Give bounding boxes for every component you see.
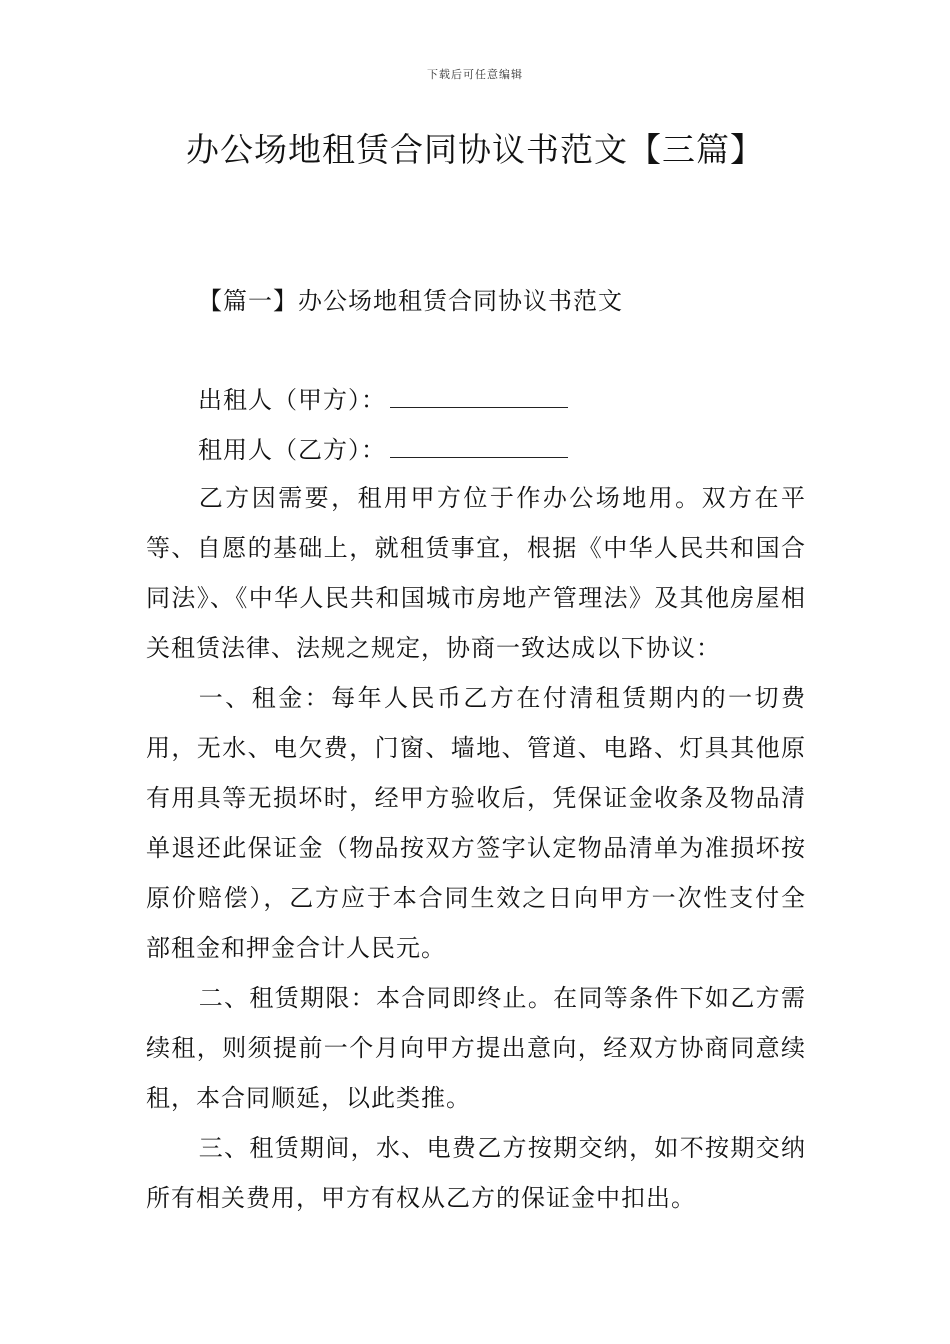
lessor-blank-line <box>390 389 568 408</box>
lessee-blank-line <box>390 439 568 458</box>
lessee-field <box>198 430 568 465</box>
paragraph-term: 二、租赁期限：本合同即终止。在同等条件下如乙方需续租，则须提前一个月向甲方提出意向，经双方协商同意续租，本合同顺延，以此类推。 <box>146 984 806 1112</box>
lessor-label: 出租人（甲方）： <box>198 386 386 414</box>
section-title: 【篇一】办公场地租赁合同协议书范文 <box>198 287 623 315</box>
lessor-field <box>198 380 568 415</box>
contract-body <box>146 473 806 1223</box>
paragraph-utilities: 三、租赁期间，水、电费乙方按期交纳，如不按期交纳所有相关费用，甲方有权从乙方的保证金中扣出。 <box>146 1134 806 1212</box>
paragraph-intro: 乙方因需要，租用甲方位于作办公场地用。双方在平等、自愿的基础上，就租赁事宜，根据《中华人民共和国合同法》、《中华人民共和国城市房地产管理法》及其他房屋相关租赁法律、法规之规定，协商一致达成以下协议： <box>146 484 806 662</box>
document-title: 办公场地租赁合同协议书范文【三篇】 <box>186 130 764 169</box>
lessee-label: 租用人（乙方）： <box>198 436 386 464</box>
paragraph-rent: 一、租金：每年人民币乙方在付清租赁期内的一切费用，无水、电欠费，门窗、墙地、管道、电路、灯具其他原有用具等无损坏时，经甲方验收后，凭保证金收条及物品清单退还此保证金（物品按双方签字认定物品清单为准损坏按原价赔偿），乙方应于本合同生效之日向甲方一次性支付全部租金和押金合计人民元。 <box>146 684 806 962</box>
header-note: 下载后可任意编辑 <box>427 68 523 81</box>
